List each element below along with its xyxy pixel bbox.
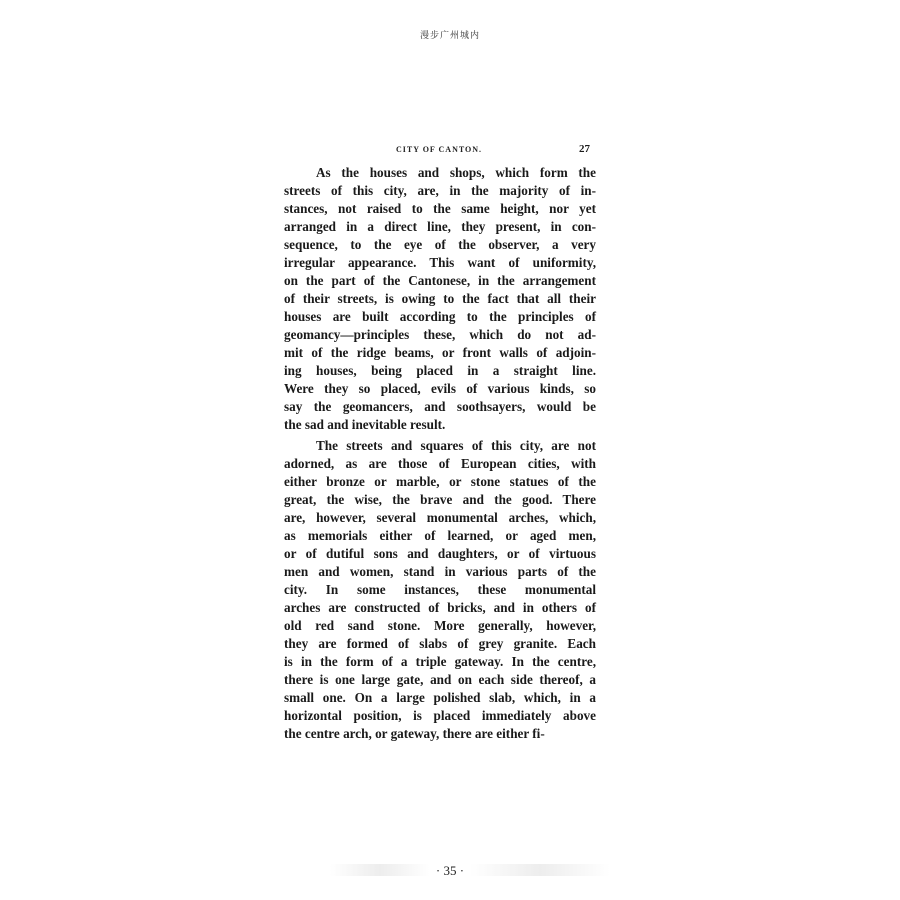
text-line: The streets and squares of this city, are not	[316, 438, 596, 453]
text-line: geomancy—principles these, which do not ad-	[284, 327, 596, 342]
text-line: small one. On a large polished slab, which, in a	[284, 690, 596, 705]
text-line: the sad and inevitable result.	[284, 417, 446, 432]
text-line: there is one large gate, and on each side thereof, a	[284, 672, 596, 687]
text-line: arches are constructed of bricks, and in others of	[284, 600, 596, 615]
text-line: arranged in a direct line, they present, in con-	[284, 219, 596, 234]
text-line: city. In some instances, these monumental	[284, 582, 596, 597]
text-line: great, the wise, the brave and the good. There	[284, 492, 596, 507]
text-line: on the part of the Cantonese, in the arrangement	[284, 273, 596, 288]
text-line: men and women, stand in various parts of the	[284, 564, 596, 579]
text-line: are, however, several monumental arches, which,	[284, 510, 596, 525]
header-page-number: 27	[579, 143, 590, 155]
running-head: 漫步广州城内	[419, 31, 480, 41]
text-line: old red sand stone. More generally, however,	[284, 618, 596, 633]
text-line: horizontal position, is placed immediately above	[284, 708, 596, 723]
paragraph	[284, 164, 596, 434]
text-line: mit of the ridge beams, or front walls of adjoin-	[284, 345, 596, 360]
header-title: CITY OF CANTON.	[396, 145, 483, 154]
text-line: as memorials either of learned, or aged men,	[284, 528, 596, 543]
text-line: streets of this city, are, in the majority of in-	[284, 183, 596, 198]
text-line: adorned, as are those of European cities, with	[284, 456, 596, 471]
text-line: ing houses, being placed in a straight line.	[284, 363, 596, 378]
text-line: of their streets, is owing to the fact that all their	[284, 291, 596, 306]
text-line: houses are built according to the principles of	[284, 309, 596, 324]
paragraph	[284, 437, 596, 743]
text-line: Were they so placed, evils of various kinds, so	[284, 381, 596, 396]
text-line: they are formed of slabs of grey granite. Each	[284, 636, 596, 651]
text-line: is in the form of a triple gateway. In the centre,	[284, 654, 596, 669]
text-line: the centre arch, or gateway, there are either fi-	[284, 726, 545, 741]
text-line: sequence, to the eye of the observer, a very	[284, 237, 596, 252]
text-line: As the houses and shops, which form the	[316, 165, 596, 180]
text-line: say the geomancers, and soothsayers, would be	[284, 399, 596, 414]
text-line: or of dutiful sons and daughters, or of virtuous	[284, 546, 596, 561]
body-text	[284, 164, 596, 743]
text-line: irregular appearance. This want of uniformity,	[284, 255, 596, 270]
footer-page-number: · 35 ·	[435, 863, 465, 878]
text-line: stances, not raised to the same height, nor yet	[284, 201, 596, 216]
page-header	[284, 145, 594, 159]
text-line: either bronze or marble, or stone statues of the	[284, 474, 596, 489]
